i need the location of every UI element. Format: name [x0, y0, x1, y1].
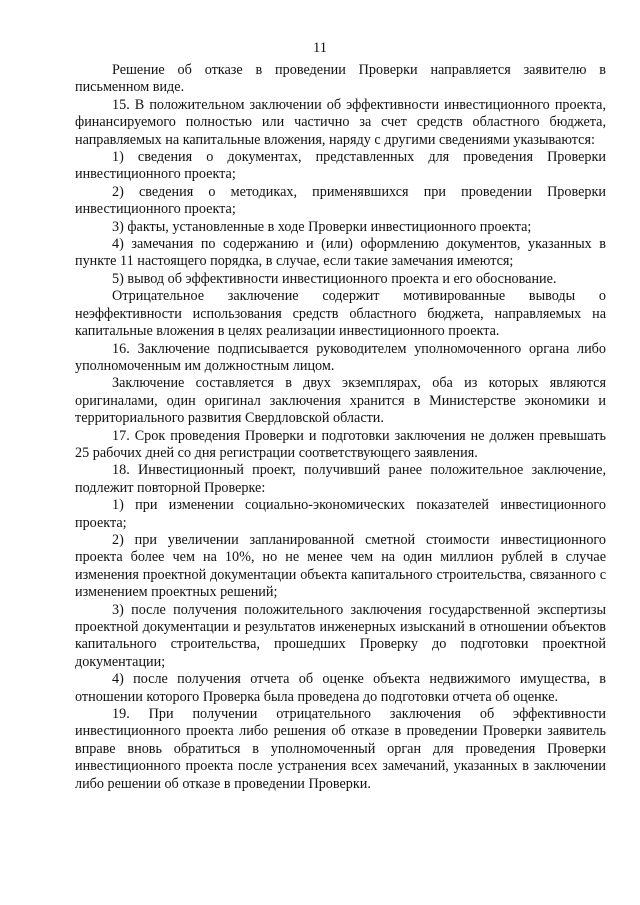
paragraph-copies: Заключение составляется в двух экземплярах, оба из которых являются оригиналами, один оригинал заключения хранится в Министерстве экономики и территориального развития Свердловской области.: [75, 375, 606, 427]
list-item-methods-info: 2) сведения о методиках, применявшихся при проведении Проверки инвестиционного проекта;: [75, 183, 606, 218]
paragraph-clause-19: 19. При получении отрицательного заключения об эффективности инвестиционного проекта либо решения об отказе в проведении Проверки заявитель вправе вновь обратиться в уполномоченный орган для проведения Проверки инвестиционного проекта после устранения всех замечаний, указанных в заключении либо решении об отказе в проведении Проверки.: [75, 706, 606, 792]
list-item-remarks: 4) замечания по содержанию и (или) оформлению документов, указанных в пункте 11 настоящего порядка, в случае, если такие замечания имеются;: [75, 236, 606, 270]
list-item-documents-info: 1) сведения о документах, представленных для проведения Проверки инвестиционного проекта;: [75, 149, 606, 183]
paragraph-clause-17: 17. Срок проведения Проверки и подготовки заключения не должен превышать 25 рабочих дней со дня регистрации соответствующего заявления.: [75, 427, 606, 461]
list-item-facts: 3) факты, установленные в ходе Проверки инвестиционного проекта;: [112, 218, 532, 235]
page-number: 11: [313, 40, 327, 56]
paragraph-clause-15: 15. В положительном заключении об эффективности инвестиционного проекта, финансируемого полностью или частично за счет средств областного бюджета, направляемых на капитальные вложения, наряду с другими сведениями указываются:: [75, 96, 606, 148]
list-item-indicators-change: 1) при изменении социально-экономических показателей инвестиционного проекта;: [75, 497, 606, 531]
paragraph-negative-conclusion: Отрицательное заключение содержит мотивированные выводы о неэффективности использования средств областного бюджета, направляемых на капитальные вложения в целях реализации инвестиционного проекта.: [75, 288, 606, 340]
paragraph-clause-16: 16. Заключение подписывается руководителем уполномоченного органа либо уполномоченным им должностным лицом.: [75, 340, 606, 374]
list-item-conclusion: 5) вывод об эффективности инвестиционного проекта и его обоснование.: [112, 270, 557, 287]
list-item-cost-increase: 2) при увеличении запланированной сметной стоимости инвестиционного проекта более чем на 10%, но не менее чем на один миллион рублей в случае изменения проектной документации объекта капитального строительства, связанного с изменением проектных решений;: [75, 531, 606, 601]
document-body: [75, 62, 606, 793]
list-item-valuation-report: 4) после получения отчета об оценке объекта недвижимого имущества, в отношении которого Проверка была проведена до подготовки отчета об оценке.: [75, 671, 606, 705]
paragraph-clause-18: 18. Инвестиционный проект, получивший ранее положительное заключение, подлежит повторной Проверке:: [75, 462, 606, 496]
paragraph-refusal-notice: Решение об отказе в проведении Проверки направляется заявителю в письменном виде.: [75, 62, 606, 96]
list-item-state-expertise: 3) после получения положительного заключения государственной экспертизы проектной документации и результатов инженерных изысканий в отношении объектов капитального строительства, прошедших Проверку до подготовки проектной документации;: [75, 601, 606, 670]
